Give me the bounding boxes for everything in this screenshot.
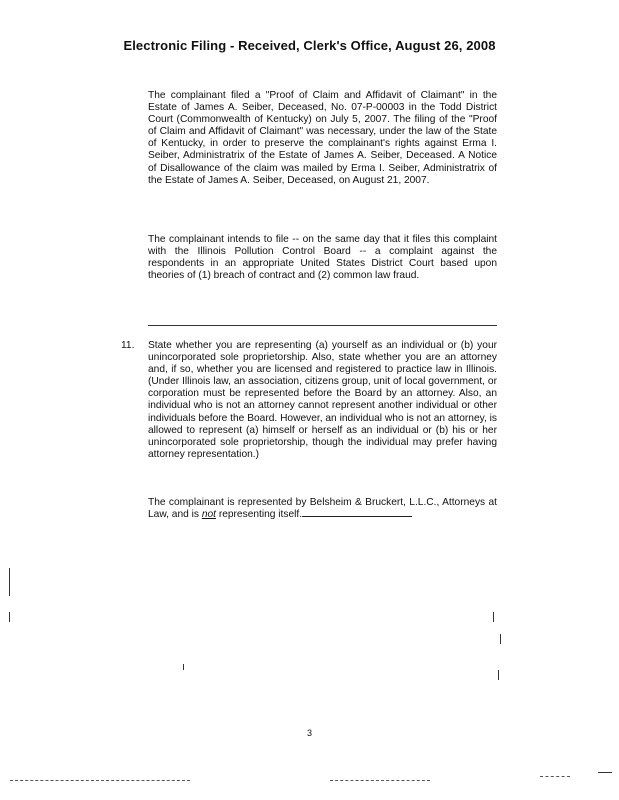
scan-mark xyxy=(10,780,190,781)
scan-mark xyxy=(9,568,10,596)
scan-mark xyxy=(498,670,499,680)
answer-emphasis: not xyxy=(201,509,216,521)
scan-mark xyxy=(493,612,494,622)
scan-mark xyxy=(183,664,184,670)
scan-mark xyxy=(9,612,10,622)
answer-blank-line xyxy=(302,515,412,517)
representation-answer xyxy=(148,497,497,521)
scan-mark xyxy=(598,772,612,773)
section-divider xyxy=(148,325,497,326)
answer-suffix: representing itself. xyxy=(215,509,303,521)
scan-mark xyxy=(500,634,501,644)
filing-stamp-header: Electronic Filing - Received, Clerk's Office, August 26, 2008 xyxy=(123,38,496,53)
scan-mark xyxy=(540,776,570,777)
representation-question: State whether you are representing (a) yourself as an individual or (b) your unincorporated sole proprietorship. Also, state whether you are an attorney and, if so, whether you are licensed and registered to practice law in Illinois. (Under Illinois law, an association, citizens group, unit of local government, or corporation must be represented before the Board by an attorney. Also, an individual who is not an attorney cannot represent another individual or other individuals before the Board. However, an individual who is not an attorney, is allowed to represent (a) himself or herself as an individual or (b) his or her unincorporated sole proprietorship, though the individual may prefer having attorney representation.) xyxy=(148,340,497,460)
page-number: 3 xyxy=(306,728,312,738)
answer-prefix: The complainant is represented by Belsheim & Bruckert, L.L.C., Attorneys at Law, and is xyxy=(148,497,497,521)
scan-mark xyxy=(330,780,430,781)
intent-paragraph: The complainant intends to file -- on the same day that it files this complaint with the Illinois Pollution Control Board -- a complaint against the respondents in an appropriate United States District Court based upon theories of (1) breach of contract and (2) common law fraud. xyxy=(148,234,497,282)
item-number: 11. xyxy=(121,340,135,351)
claim-paragraph: The complainant filed a "Proof of Claim and Affidavit of Claimant" in the Estate of James A. Seiber, Deceased, No. 07-P-00003 in the Todd District Court (Commonwealth of Kentucky) on July 5, 2007. The filing of the "Proof of Claim and Affidavit of Claimant" was necessary, under the law of the State of Kentucky, in order to preserve the complainant's rights against Erma I. Seiber, Administratrix of the Estate of James A. Seiber, Deceased. A Notice of Disallowance of the claim was mailed by Erma I. Seiber, Administratrix of the Estate of James A. Seiber, Deceased, on August 21, 2007. xyxy=(148,90,497,186)
